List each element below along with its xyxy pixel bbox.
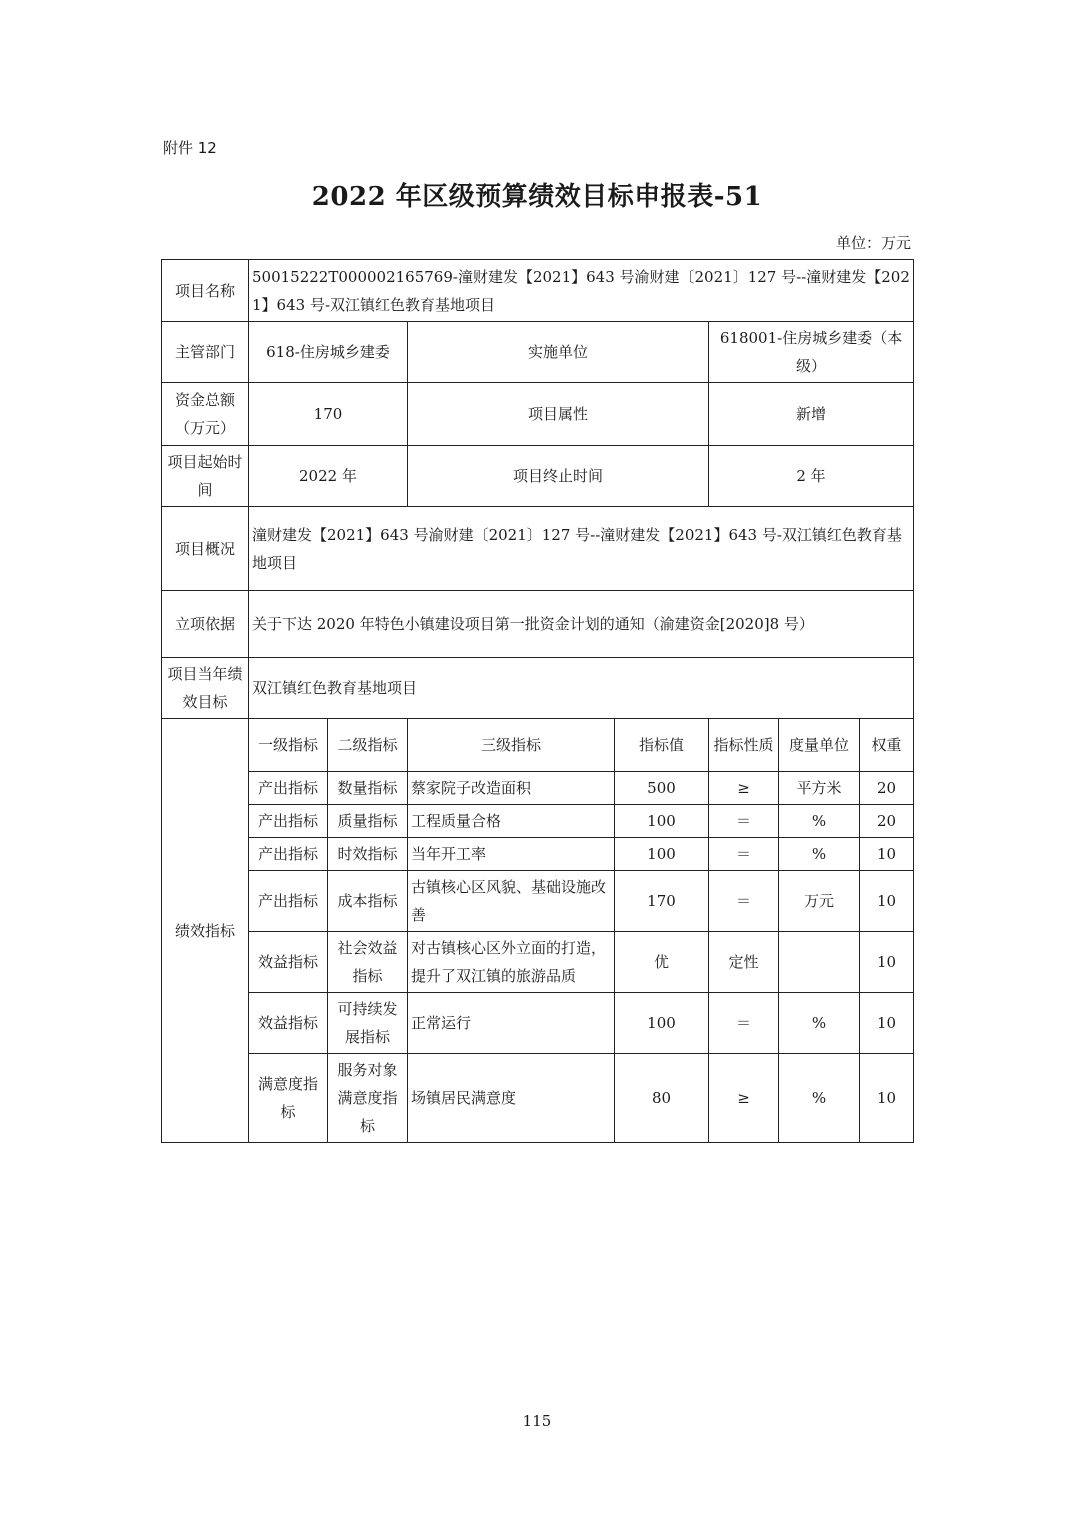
table-row bbox=[162, 838, 914, 871]
indicator-cell: 定性 bbox=[709, 932, 779, 993]
indicator-cell: ＝ bbox=[709, 805, 779, 838]
goal-value: 双江镇红色教育基地项目 bbox=[249, 658, 914, 719]
table-row bbox=[162, 658, 914, 719]
table-row bbox=[162, 772, 914, 805]
indicator-cell: 效益指标 bbox=[249, 993, 328, 1054]
indicator-cell: 500 bbox=[615, 772, 709, 805]
indicator-cell: % bbox=[779, 1054, 860, 1143]
indicator-cell: ＝ bbox=[709, 993, 779, 1054]
indicator-cell: ≥ bbox=[709, 1054, 779, 1143]
indicator-cell: 满意度指标 bbox=[249, 1054, 328, 1143]
indicator-cell: % bbox=[779, 805, 860, 838]
overview-value: 潼财建发【2021】643 号渝财建〔2021〕127 号--潼财建发【2021】643 号-双江镇红色教育基地项目 bbox=[249, 507, 914, 591]
indicator-cell: 产出指标 bbox=[249, 871, 328, 932]
basis-value: 关于下达 2020 年特色小镇建设项目第一批资金计划的通知（渝建资金[2020]8 号） bbox=[249, 591, 914, 658]
indicator-cell: 10 bbox=[860, 838, 914, 871]
attachment-label: 附件 12 bbox=[163, 139, 217, 157]
row-label: 资金总额（万元） bbox=[162, 383, 249, 446]
start-value: 2022 年 bbox=[249, 446, 408, 507]
indicator-cell: 数量指标 bbox=[328, 772, 408, 805]
impl-value: 618001-住房城乡建委（本级） bbox=[709, 322, 914, 383]
table-row bbox=[162, 993, 914, 1054]
indicator-cell: ＝ bbox=[709, 871, 779, 932]
indicator-cell: 10 bbox=[860, 871, 914, 932]
column-header: 度量单位 bbox=[779, 719, 860, 772]
indicator-cell: 100 bbox=[615, 993, 709, 1054]
indicator-cell: % bbox=[779, 993, 860, 1054]
indicator-cell: 10 bbox=[860, 932, 914, 993]
indicator-cell: 100 bbox=[615, 805, 709, 838]
page-number: 115 bbox=[522, 1412, 552, 1430]
row-label: 项目起始时间 bbox=[162, 446, 249, 507]
row-label: 项目当年绩效目标 bbox=[162, 658, 249, 719]
indicator-cell: 可持续发展指标 bbox=[328, 993, 408, 1054]
indicator-cell: 20 bbox=[860, 772, 914, 805]
indicator-cell: 万元 bbox=[779, 871, 860, 932]
attr-value: 新增 bbox=[709, 383, 914, 446]
indicator-cell: 优 bbox=[615, 932, 709, 993]
unit-label: 单位：万元 bbox=[835, 234, 911, 252]
indicator-cell: % bbox=[779, 838, 860, 871]
indicator-cell: 20 bbox=[860, 805, 914, 838]
column-header: 指标值 bbox=[615, 719, 709, 772]
end-value: 2 年 bbox=[709, 446, 914, 507]
table-row bbox=[162, 507, 914, 591]
column-header: 二级指标 bbox=[328, 719, 408, 772]
indicator-cell: 正常运行 bbox=[408, 993, 615, 1054]
budget-table bbox=[161, 259, 914, 1143]
dept-value: 618-住房城乡建委 bbox=[249, 322, 408, 383]
indicator-cell: 古镇核心区风貌、基础设施改善 bbox=[408, 871, 615, 932]
indicator-cell: 80 bbox=[615, 1054, 709, 1143]
indicator-cell: 100 bbox=[615, 838, 709, 871]
project-name: 50015222T000002165769-潼财建发【2021】643 号渝财建〔2021〕127 号--潼财建发【2021】643 号-双江镇红色教育基地项目 bbox=[249, 260, 914, 322]
row-label: 项目属性 bbox=[408, 383, 709, 446]
column-header: 一级指标 bbox=[249, 719, 328, 772]
indicator-cell: 社会效益指标 bbox=[328, 932, 408, 993]
indicator-cell: 成本指标 bbox=[328, 871, 408, 932]
row-label: 项目终止时间 bbox=[408, 446, 709, 507]
column-header: 权重 bbox=[860, 719, 914, 772]
section-label: 绩效指标 bbox=[162, 719, 249, 1143]
indicator-cell: ≥ bbox=[709, 772, 779, 805]
table-row bbox=[162, 932, 914, 993]
indicator-cell: 场镇居民满意度 bbox=[408, 1054, 615, 1143]
row-label: 实施单位 bbox=[408, 322, 709, 383]
indicator-cell: 10 bbox=[860, 1054, 914, 1143]
row-label: 项目概况 bbox=[162, 507, 249, 591]
table-row bbox=[162, 446, 914, 507]
table-row bbox=[162, 591, 914, 658]
indicator-cell: 蔡家院子改造面积 bbox=[408, 772, 615, 805]
table-row bbox=[162, 260, 914, 322]
row-label: 主管部门 bbox=[162, 322, 249, 383]
page-title: 2022 年区级预算绩效目标申报表-51 bbox=[311, 182, 763, 212]
column-header: 指标性质 bbox=[709, 719, 779, 772]
indicator-cell: 当年开工率 bbox=[408, 838, 615, 871]
indicator-cell: 10 bbox=[860, 993, 914, 1054]
row-label: 项目名称 bbox=[162, 260, 249, 322]
table-row bbox=[162, 805, 914, 838]
indicator-cell: 170 bbox=[615, 871, 709, 932]
indicator-cell: 产出指标 bbox=[249, 772, 328, 805]
indicator-cell bbox=[779, 932, 860, 993]
indicator-cell: 平方米 bbox=[779, 772, 860, 805]
table-row bbox=[162, 719, 914, 772]
table-row bbox=[162, 383, 914, 446]
table-row bbox=[162, 322, 914, 383]
fund-value: 170 bbox=[249, 383, 408, 446]
column-header: 三级指标 bbox=[408, 719, 615, 772]
indicator-cell: 产出指标 bbox=[249, 838, 328, 871]
indicator-cell: 时效指标 bbox=[328, 838, 408, 871]
indicator-cell: 质量指标 bbox=[328, 805, 408, 838]
row-label: 立项依据 bbox=[162, 591, 249, 658]
indicator-cell: 服务对象满意度指标 bbox=[328, 1054, 408, 1143]
table-row bbox=[162, 1054, 914, 1143]
indicator-cell: 产出指标 bbox=[249, 805, 328, 838]
indicator-cell: 效益指标 bbox=[249, 932, 328, 993]
indicator-cell: 工程质量合格 bbox=[408, 805, 615, 838]
indicator-cell: 对古镇核心区外立面的打造，提升了双江镇的旅游品质 bbox=[408, 932, 615, 993]
indicator-cell: ＝ bbox=[709, 838, 779, 871]
table-row bbox=[162, 871, 914, 932]
